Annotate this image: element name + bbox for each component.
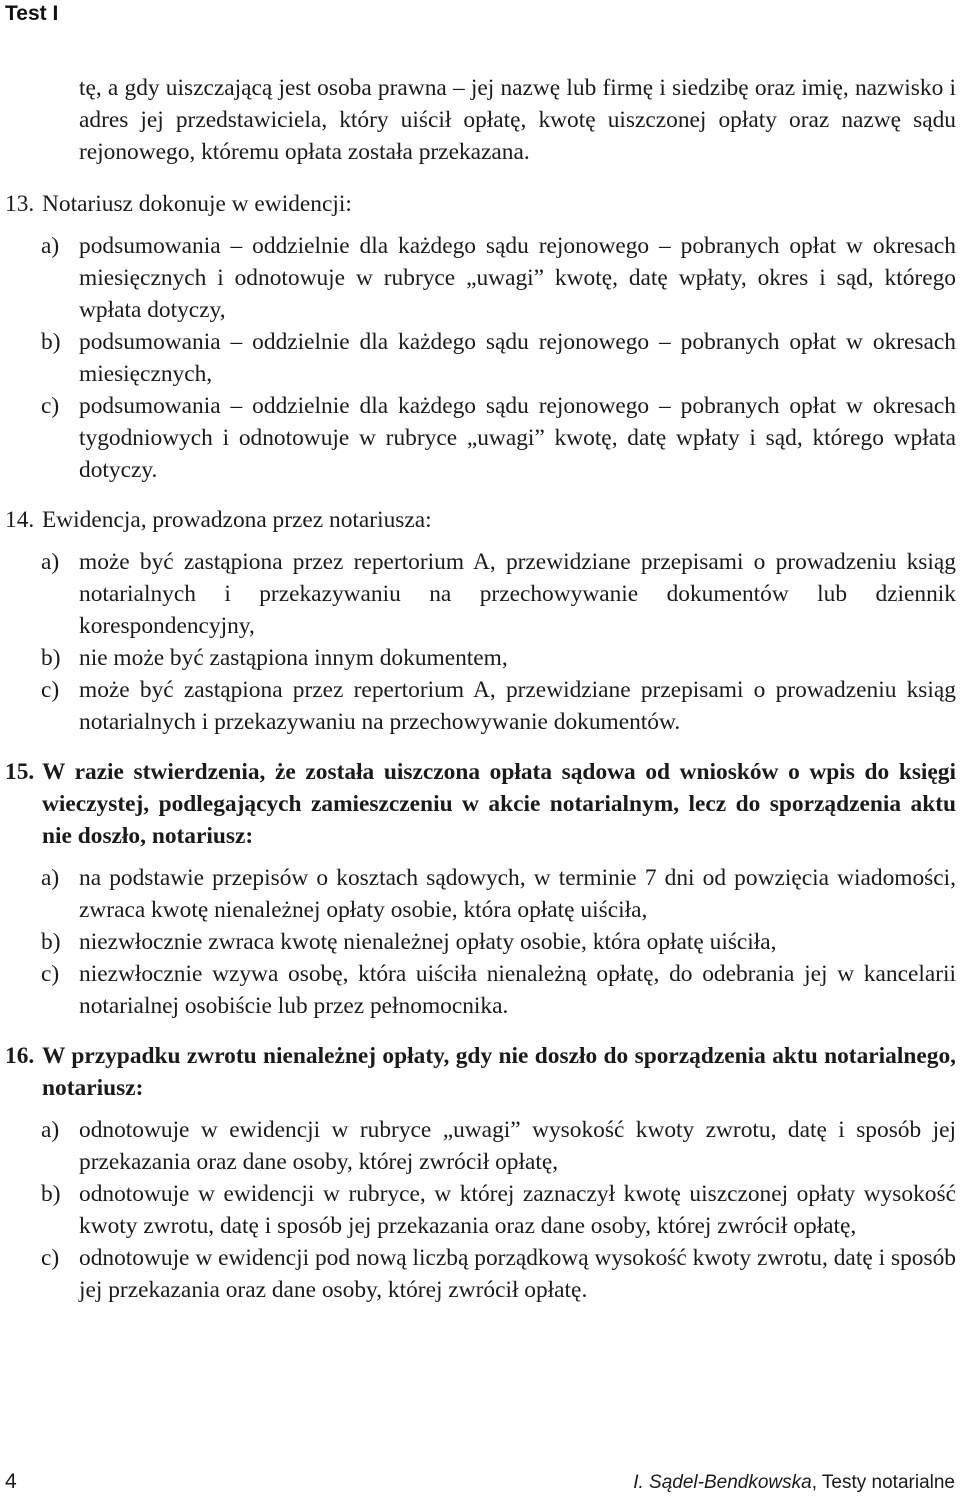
question-number: 15. — [5, 759, 35, 785]
option-label: c) — [41, 677, 60, 703]
option-label: c) — [41, 961, 60, 987]
page-number: 4 — [5, 1470, 17, 1493]
answer-option[interactable] — [41, 862, 956, 926]
page-content — [0, 72, 960, 1306]
answer-option[interactable] — [41, 642, 956, 674]
question-14 — [0, 504, 960, 536]
option-text: odnotowuje w ewidencji pod nową liczbą porządkową wysokość kwoty zwrotu, datę i sposób jej przekazania oraz dane osoby, której zwrócił opłatę. — [79, 1245, 956, 1303]
answer-option[interactable] — [41, 390, 956, 486]
question-number: 16. — [5, 1043, 35, 1069]
question-number: 14. — [5, 507, 35, 533]
option-text: może być zastąpiona przez repertorium A, przewidziane przepisami o prowadzeniu ksiąg notarialnych i przekazywaniu na przechowywanie dokumentów. — [79, 677, 956, 735]
option-label: a) — [41, 549, 60, 575]
question-16 — [0, 1040, 960, 1104]
question-15 — [0, 756, 960, 852]
footer-book-title: , Testy notarialne — [811, 1472, 955, 1493]
question-text: W razie stwierdzenia, że została uiszczona opłata sądowa od wniosków o wpis do księgi wieczystej, podlegających zamieszczeniu w akcie notarialnym, lecz do sporządzenia aktu nie doszło, notariusz: — [42, 759, 956, 849]
answer-option[interactable] — [41, 546, 956, 642]
question-text: Notariusz dokonuje w ewidencji: — [42, 191, 352, 217]
option-text: podsumowania – oddzielnie dla każdego sądu rejonowego – pobranych opłat w okresach miesięcznych, — [79, 329, 956, 387]
footer-author: I. Sądel-Bendkowska — [633, 1472, 812, 1493]
option-label: a) — [41, 865, 60, 891]
answer-option[interactable] — [41, 326, 956, 390]
option-label: b) — [41, 329, 61, 355]
answer-option[interactable] — [41, 1242, 956, 1306]
question-13 — [0, 188, 960, 220]
answer-option[interactable] — [41, 958, 956, 1022]
option-text: może być zastąpiona przez repertorium A, przewidziane przepisami o prowadzeniu ksiąg notarialnych i przekazywaniu na przechowywanie dokumentów lub dziennik korespondencyjny, — [79, 549, 956, 639]
option-text: odnotowuje w ewidencji w rubryce „uwagi” wysokość kwoty zwrotu, datę i sposób jej przekazania oraz dane osoby, której zwrócił opłatę, — [79, 1117, 956, 1175]
option-text: niezwłocznie wzywa osobę, która uiściła nienależną opłatę, do odebrania jej w kancelarii notarialnej osobiście lub przez pełnomocnika. — [79, 961, 956, 1019]
answer-option[interactable] — [41, 926, 956, 958]
option-label: a) — [41, 233, 60, 259]
answer-option[interactable] — [41, 1178, 956, 1242]
answer-option[interactable] — [41, 1114, 956, 1178]
option-label: c) — [41, 1245, 60, 1271]
option-text: odnotowuje w ewidencji w rubryce, w której zaznaczył kwotę uiszczonej opłaty wysokość kwoty zwrotu, datę i sposób jej przekazania oraz dane osoby, której zwrócił opłatę, — [79, 1181, 956, 1239]
answer-option[interactable] — [41, 674, 956, 738]
option-text: na podstawie przepisów o kosztach sądowych, w terminie 7 dni od powzięcia wiadomości, zwraca kwotę nienależnej opłaty osobie, która opłatę uiściła, — [79, 865, 956, 923]
answer-option[interactable] — [41, 230, 956, 326]
option-text: nie może być zastąpiona innym dokumentem, — [79, 645, 508, 671]
page-header-title: Test I — [5, 2, 59, 25]
question-text: W przypadku zwrotu nienależnej opłaty, gdy nie doszło do sporządzenia aktu notarialnego, notariusz: — [42, 1043, 956, 1101]
intro-paragraph: tę, a gdy uiszczającą jest osoba prawna – jej nazwę lub firmę i siedzibę oraz imię, nazwisko i adres jej przedstawiciela, który uiścił opłatę, kwotę uiszczonej opłaty oraz nazwę sądu rejonowego, któremu opłata została przekazana. — [79, 75, 956, 165]
option-text: podsumowania – oddzielnie dla każdego sądu rejonowego – pobranych opłat w okresach tygodniowych i odnotowuje w rubryce „uwagi” kwotę, datę wpłaty i sąd, którego wpłata dotyczy. — [79, 393, 956, 483]
question-text: Ewidencja, prowadzona przez notariusza: — [42, 507, 432, 533]
option-label: a) — [41, 1117, 60, 1143]
option-text: niezwłocznie zwraca kwotę nienależnej opłaty osobie, która opłatę uiściła, — [79, 929, 777, 955]
option-label: b) — [41, 1181, 61, 1207]
footer-reference — [633, 1472, 955, 1494]
option-label: c) — [41, 393, 60, 419]
option-label: b) — [41, 645, 61, 671]
question-number: 13. — [5, 191, 35, 217]
option-label: b) — [41, 929, 61, 955]
option-text: podsumowania – oddzielnie dla każdego sądu rejonowego – pobranych opłat w okresach miesięcznych i odnotowuje w rubryce „uwagi” kwotę, datę wpłaty, okres i sąd, którego wpłata dotyczy, — [79, 233, 956, 323]
